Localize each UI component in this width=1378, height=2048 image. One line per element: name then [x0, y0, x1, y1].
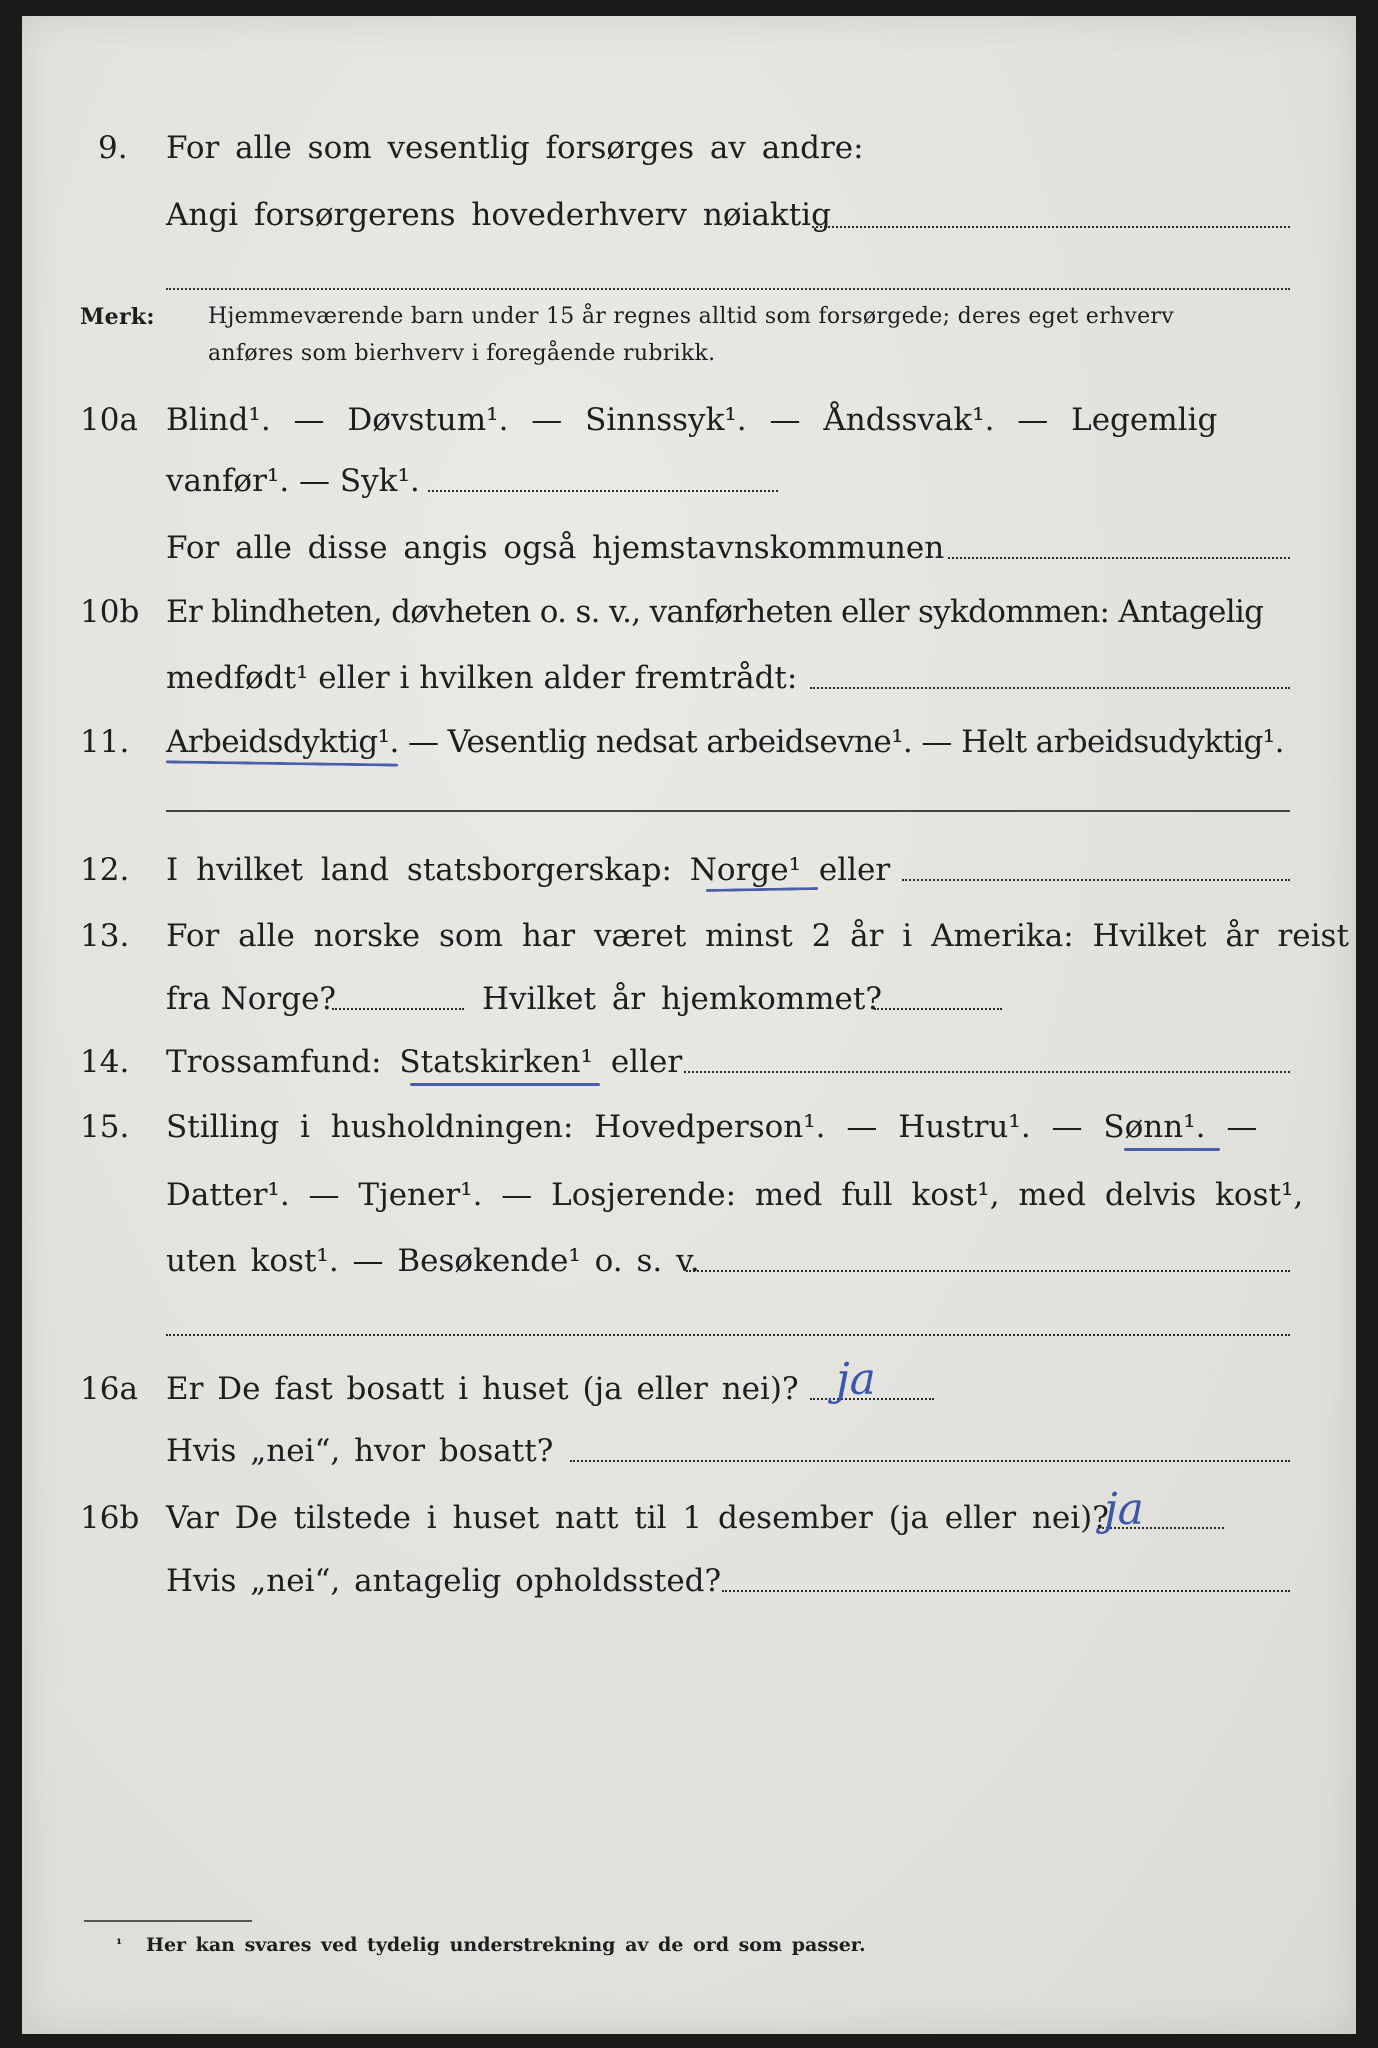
merk-label: Merk: — [80, 304, 155, 330]
q16b-line2: Hvis „nei“, antagelig opholdssted? — [166, 1563, 722, 1599]
q10a-answer-line[interactable] — [428, 490, 778, 492]
q16b-number: 16b — [80, 1500, 140, 1536]
q10b-number: 10b — [80, 594, 140, 630]
q15-line2: Datter¹. — Tjener¹. — Losjerende: med full kost¹, med delvis kost¹, — [166, 1177, 1304, 1213]
q9-line2: Angi forsørgerens hovederhverv nøiaktig — [166, 197, 831, 233]
q16a-residence-line[interactable] — [570, 1460, 1290, 1462]
q9-answer-line-2[interactable] — [166, 288, 1290, 290]
q9-answer-line[interactable] — [812, 226, 1290, 228]
q10a-line3: For alle disse angis også hjemstavnskommunen — [166, 530, 945, 566]
q10a-municipality-line[interactable] — [948, 557, 1290, 559]
q10a-line1: Blind¹. — Døvstum¹. — Sinnssyk¹. — Åndssvak¹. — Legemlig — [166, 402, 1218, 438]
q13-line1: For alle norske som har været minst 2 år i Amerika: Hvilket år reist — [166, 918, 1349, 954]
q14-answer-line[interactable] — [684, 1071, 1290, 1073]
q13-number: 13. — [80, 918, 130, 954]
q15-answer-line-2[interactable] — [166, 1334, 1290, 1336]
q16b-location-line[interactable] — [722, 1590, 1290, 1592]
q16a-handwritten-answer: ja — [836, 1354, 876, 1405]
q11-number: 11. — [80, 724, 130, 760]
q14-line1: Trossamfund: Statskirken¹ eller — [166, 1044, 683, 1080]
merk-line1: Hjemmeværende barn under 15 år regnes alltid som forsørgede; deres eget erhverv — [208, 304, 1174, 329]
q15-line3: uten kost¹. — Besøkende¹ o. s. v. — [166, 1243, 700, 1279]
q15-number: 15. — [80, 1109, 130, 1145]
q10b-answer-line[interactable] — [810, 687, 1290, 689]
q12-line1: I hvilket land statsborgerskap: Norge¹ eller — [166, 852, 891, 888]
q16a-number: 16a — [80, 1371, 138, 1407]
footnote-text: Her kan svares ved tydelig understrekning av de ord som passer. — [146, 1934, 866, 1956]
q9-number: 9. — [98, 130, 128, 166]
q11-answer-line[interactable] — [166, 810, 1290, 812]
q13-line2b: Hvilket år hjemkommet? — [482, 981, 882, 1017]
q14-number: 14. — [80, 1044, 130, 1080]
q10a-number: 10a — [80, 402, 138, 438]
q10b-line2: medfødt¹ eller i hvilken alder fremtrådt: — [166, 660, 798, 696]
footnote-rule — [84, 1920, 252, 1922]
q15-line1: Stilling i husholdningen: Hovedperson¹. — Hustru¹. — Sønn¹. — — [166, 1109, 1258, 1145]
footnote-mark: ¹ — [116, 1937, 123, 1953]
q16b-line1: Var De tilstede i huset natt til 1 desember (ja eller nei)? — [166, 1500, 1109, 1536]
q9-line1: For alle som vesentlig forsørges av andre: — [166, 130, 864, 166]
q15-answer-line[interactable] — [686, 1270, 1290, 1272]
q13-year-returned-line[interactable] — [874, 1008, 1002, 1010]
q14-underline-statskirken — [410, 1083, 600, 1086]
q10a-line2: vanfør¹. — Syk¹. — [166, 463, 420, 499]
q13-year-left-line[interactable] — [332, 1008, 464, 1010]
q11-line1: Arbeidsdyktig¹. — Vesentlig nedsat arbeidsevne¹. — Helt arbeidsudyktig¹. — [166, 724, 1284, 760]
q12-number: 12. — [80, 852, 130, 888]
q13-line2a: fra Norge? — [166, 981, 337, 1017]
q16a-line1: Er De fast bosatt i huset (ja eller nei)? — [166, 1371, 799, 1407]
q12-answer-line[interactable] — [902, 879, 1290, 881]
q15-underline-sonn — [1124, 1148, 1220, 1151]
q16a-line2: Hvis „nei“, hvor bosatt? — [166, 1433, 554, 1469]
merk-line2: anføres som bierhverv i foregående rubrikk. — [208, 341, 716, 366]
q10b-line1: Er blindheten, døvheten o. s. v., vanførheten eller sykdommen: Antagelig — [166, 594, 1264, 630]
q16b-handwritten-answer: ja — [1104, 1484, 1144, 1535]
